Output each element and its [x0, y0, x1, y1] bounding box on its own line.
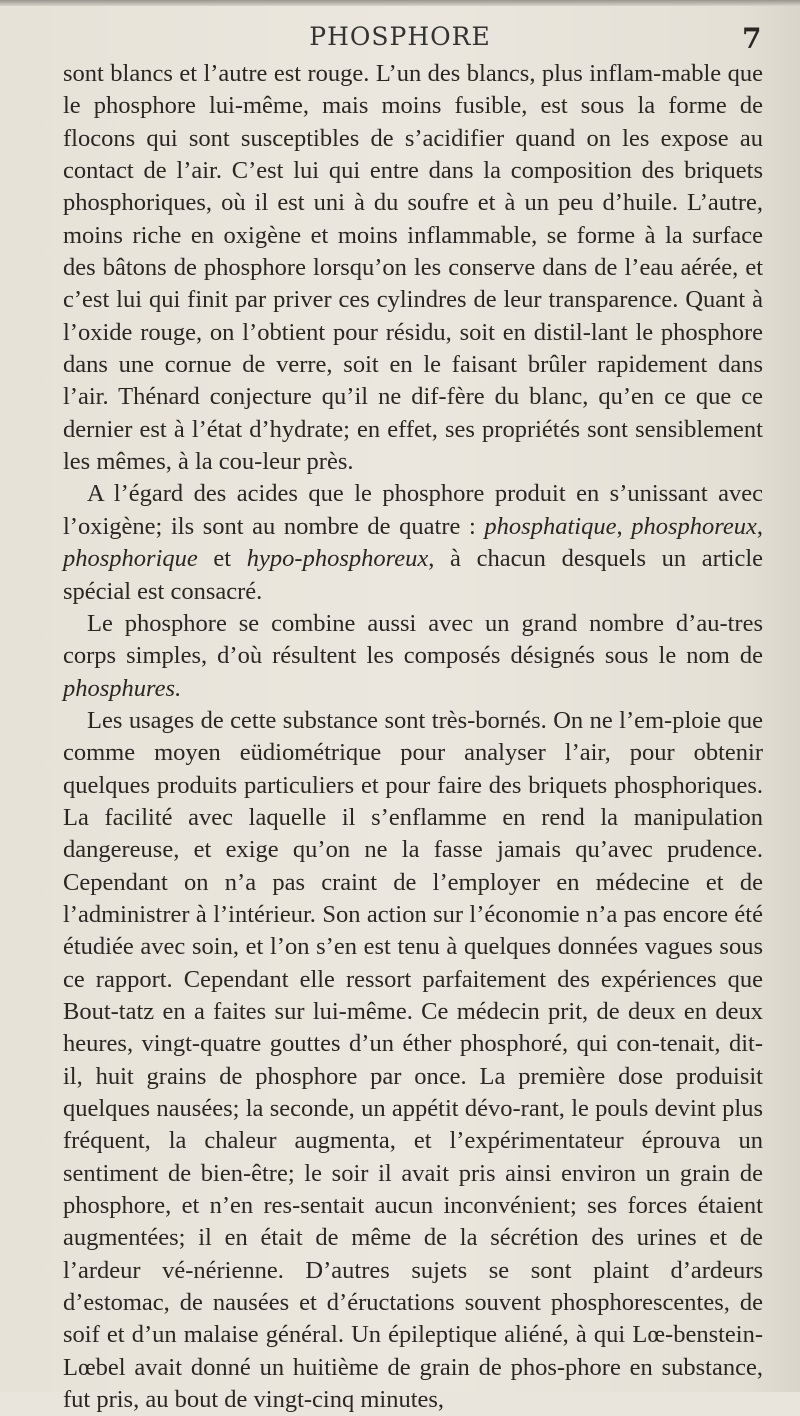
paragraph-acids: A l’égard des acides que le phosphore produit en s’unissant avec l’oxigène; ils sont au nombre de quatre : phosphatique, phosphoreux, phosphorique et hypo-phosphoreux, à chacun desquels un article spécial est consacré. — [63, 480, 764, 605]
phosphures-term: phosphures. — [63, 674, 182, 702]
acids-and: et — [213, 545, 232, 573]
acids-intro: A l’égard des acides que le phosphore produit en s’unissant avec l’oxigène; ils sont au nombre de quatre : — [63, 480, 763, 540]
phosphures-intro: Le phosphore se combine aussi avec un grand nombre d’au-tres corps simples, d’où résultent les composés désignés sous le nom de — [63, 609, 763, 670]
running-head: PHOSPHORE — [309, 22, 491, 51]
page-header — [0, 18, 800, 58]
paragraph-usages: Les usages de cette substance sont très-bornés. On ne l’em-ploie que comme moyen eüdiométrique pour analyser l’air, pour obtenir quelques produits particuliers et pour faire des briquets phosphoriques. La facilité avec laquelle il s’enflamme en rend la manipulation dangereuse, et exige qu’on ne la fasse jamais qu’avec prudence. Cependant on n’a pas craint de l’employer en médecine et de l’administrer à l’intérieur. Son action sur l’économie n’a pas encore été étudiée avec soin, et l’on s’en est tenu à quelques données vagues sous ce rapport. Cependant elle ressort parfaitement des expériences que Bout-tatz en a faites sur lui-même. Ce médecin prit, de deux en deux heures, vingt-quatre gouttes d’un éther phosphoré, qui con-tenait, dit-il, huit grains de phosphore par once. La première dose produisit quelques nausées; la seconde, un appétit dévo-rant, le pouls devint plus fréquent, la chaleur augmenta, et l’expérimentateur éprouva un sentiment de bien-être; le soir il avait pris ainsi environ un grain de phosphore, et n’en res-sentait aucun inconvénient; ses forces étaient augmentées; il en était de même de la sécrétion des urines et de l’ardeur vé-nérienne. D’autres sujets se sont plaint d’ardeurs d’estomac, de nausées et d’éructations souvent phosphorescentes, de soif et d’un malaise général. Un épileptique aliéné, à qui Lœ-benstein-Lœbel avait donné un huitième de grain de phos-phore en substance, fut pris, au bout de vingt-cinq minutes, — [63, 706, 763, 1414]
acid-phosphoreux: phosphoreux — [631, 512, 757, 540]
body-text — [63, 58, 763, 1416]
page-number: 7 — [742, 22, 762, 55]
page-top-edge — [0, 0, 800, 6]
acid-hypo-phosphoreux: hypo-phosphoreux — [246, 545, 429, 573]
paragraph-oxides: sont blancs et l’autre est rouge. L’un des blancs, plus inflam-mable que le phosphore lui-même, mais moins fusible, est sous la forme de flocons qui sont susceptibles de s’acidifier quand on les expose au contact de l’air. C’est lui qui entre dans la composition des briquets phosphoriques, où il est uni à du soufre et à un peu d’huile. L’autre, moins riche en oxigène et moins inflammable, se forme à la surface des bâtons de phosphore lorsqu’on les conserve dans de l’eau aérée, et c’est lui qui finit par priver ces cylindres de leur transparence. Quant à l’oxide rouge, on l’obtient pour résidu, soit en distil-lant le phosphore dans une cornue de verre, soit en le faisant brûler rapidement dans l’air. Thénard conjecture qu’il ne dif-fère du blanc, qu’en ce que ce dernier est à l’état d’hydrate; en effet, ses propriétés sont sensiblement les mêmes, à la cou-leur près. — [63, 60, 763, 476]
acid-phosphatique: phosphatique — [484, 512, 617, 540]
acid-phosphorique: phosphorique — [63, 545, 198, 573]
acids-outro: , à chacun desquels un article spécial est consacré. — [63, 545, 764, 605]
paragraph-phosphures — [63, 608, 763, 705]
